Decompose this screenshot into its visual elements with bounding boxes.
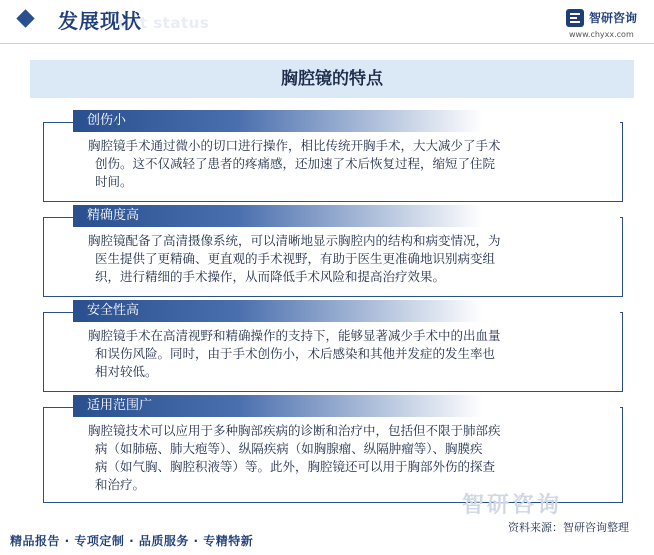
feature-text-2-line-2: 医生提供了更精确、更直观的手术视野，有助于医生更准确地识别病变组 [95,251,496,266]
feature-tag-bar-2 [73,205,620,227]
logo-url: www.chyxx.com [569,30,634,39]
feature-text-1-line-1: 胸腔镜手术通过微小的切口进行操作，相比传统开胸手术，大大减少了手术 [88,138,501,153]
logo-name: 智研咨询 [589,11,638,25]
feature-text-3-line-3: 相对较低。 [95,364,158,379]
feature-text-4-line-2: 病（如肺癌、肺大疱等）、纵隔疾病（如胸腺瘤、纵隔肿瘤等）、胸膜疾 [95,441,483,456]
watermark-logo: 智研咨询 [462,493,563,518]
feature-text-2-line-3: 织，进行精细的手术操作，从而降低手术风险和提高治疗效果。 [95,269,446,284]
feature-text-1-line-2: 创伤。这不仅减轻了患者的疼痛感，还加速了术后恢复过程，缩短了住院 [95,156,496,171]
feature-text-1-line-3: 时间。 [95,174,133,189]
feature-tag-4: 适用范围广 [87,398,153,413]
company-logo [565,6,649,42]
feature-tag-bar-3 [73,300,620,322]
feature-tag-3: 安全性高 [87,303,140,318]
feature-tag-bar-1 [73,110,620,132]
feature-text-3-line-1: 胸腔镜手术在高清视野和精确操作的支持下，能够显著减少手术中的出血量 [88,328,501,343]
feature-text-2-line-1: 胸腔镜配备了高清摄像系统，可以清晰地显示胸腔内的结构和病变情况，为 [88,233,501,248]
source-note: 资料来源：智研咨询整理 [508,521,629,534]
header-divider [0,43,654,44]
feature-tag-1: 创伤小 [87,113,127,128]
logo-mark-icon [565,8,585,28]
header-subtitle: ent status [118,14,210,32]
footer-tagline: 精品报告 · 专项定制 · 品质服务 · 专精特新 [10,534,254,548]
feature-tag-bar-4 [73,395,620,417]
main-title: 胸腔镜的特点 [30,60,634,98]
feature-tag-2: 精确度高 [87,208,140,223]
feature-text-4-line-4: 和治疗。 [95,477,146,492]
header-title: 发展现状 [58,9,142,33]
feature-text-3-line-2: 和误伤风险。同时，由于手术创伤小，术后感染和其他并发症的发生率也 [95,346,496,361]
diamond-icon [16,9,34,27]
feature-text-4-line-1: 胸腔镜技术可以应用于多种胸部疾病的诊断和治疗中，包括但不限于肺部疾 [88,423,501,438]
feature-text-4-line-3: 病（如气胸、胸腔积液等）等。此外，胸腔镜还可以用于胸部外伤的探查 [95,459,496,474]
page-header [0,0,654,44]
